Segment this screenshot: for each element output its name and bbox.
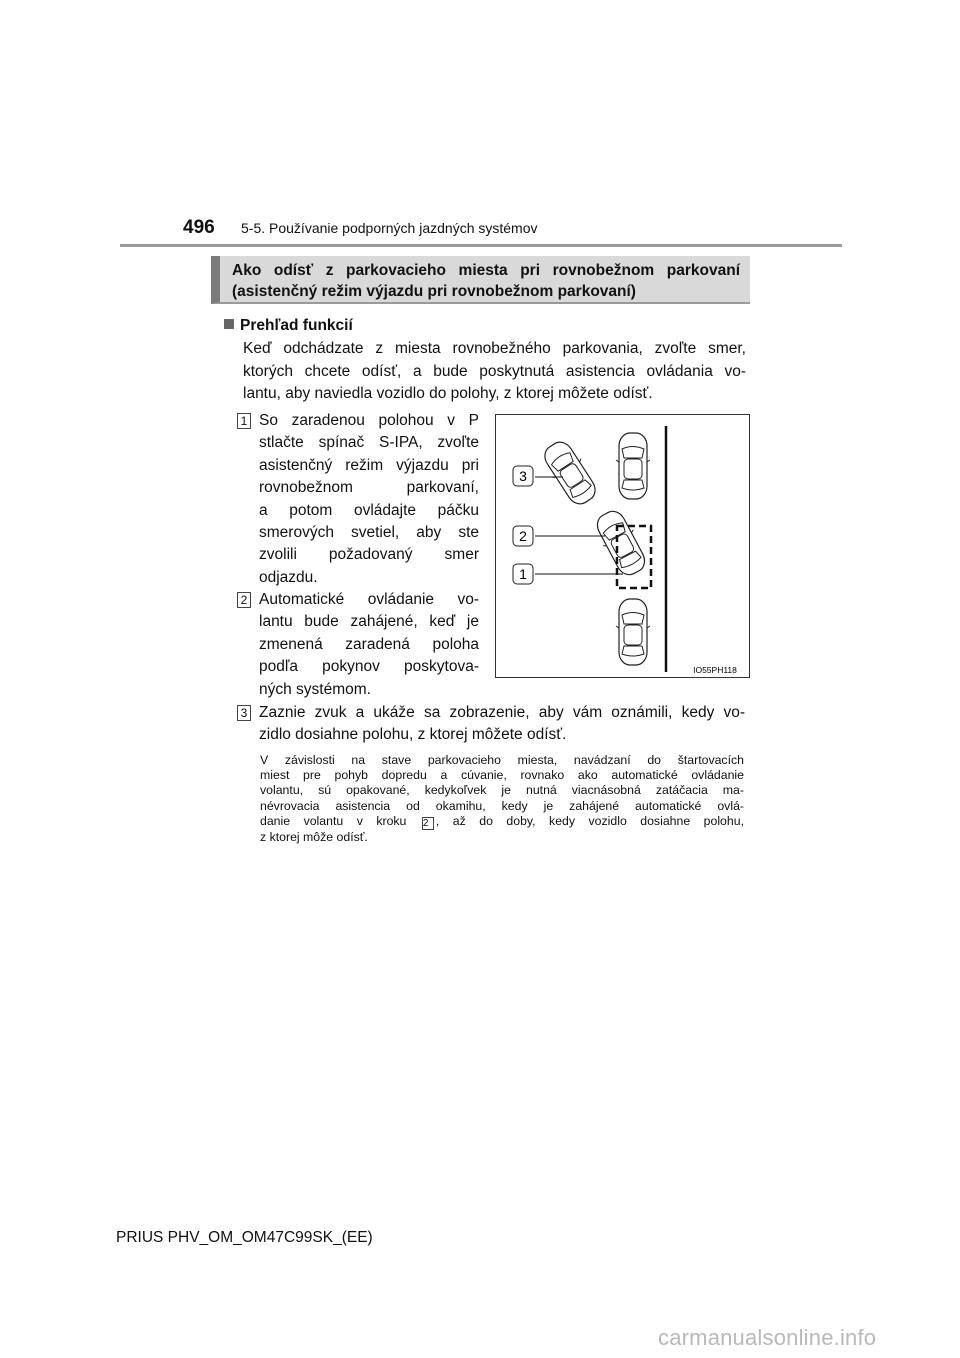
note-paragraph xyxy=(260,753,744,845)
intro-line: lantu, aby naviedla vozidlo do polohy, z ktorej môžete odísť. xyxy=(243,385,653,402)
subheading-text: Prehľad funkcií xyxy=(240,317,353,334)
footer-document-code: PRIUS PHV_OM_OM47C99SK_(EE) xyxy=(116,1229,373,1246)
step-2-text xyxy=(259,589,479,701)
step-line: asistenčný režim výjazdu pri xyxy=(259,456,479,474)
banner-title-line: (asistenčný režim výjazdu pri rovnobežnom parkovaní) xyxy=(232,283,636,300)
intro-line: Keď odchádzate z miesta rovnobežného parkovania, zvoľte smer, xyxy=(243,340,746,357)
note-line: z ktorej môže odísť. xyxy=(260,829,368,844)
section-title: 5-5. Používanie podporných jazdných systémov xyxy=(241,220,538,236)
step-line: zvolili požadovaný smer xyxy=(259,546,479,564)
step-line: stlačte spínač S-IPA, zvoľte xyxy=(259,434,479,452)
header-rule xyxy=(120,244,842,247)
topic-banner xyxy=(211,256,750,304)
note-line xyxy=(260,814,744,830)
note-line: miest pre pohyb dopredu a cúvanie, rovnako ako automatické ovládanie xyxy=(260,768,744,783)
step-2-marker: 2 xyxy=(237,592,251,608)
step-1-text xyxy=(259,410,479,589)
note-line: névrovacia asistencia od okamihu, kedy je zahájené automatické ovlá- xyxy=(260,798,744,813)
step-line: odjazdu. xyxy=(259,568,318,586)
step-line: lantu bude zahájené, keď je xyxy=(259,613,479,631)
figure-code: IO55PH118 xyxy=(693,665,737,675)
banner-title-line: Ako odísť z parkovacieho miesta pri rovnobežnom parkovaní xyxy=(232,262,740,279)
step-3-marker: 3 xyxy=(237,705,251,721)
intro-line: ktorých chcete odísť, a bude poskytnutá asistencia ovládania vo- xyxy=(243,362,746,380)
step-line: Automatické ovládanie vo- xyxy=(259,591,479,608)
intro-paragraph xyxy=(243,338,746,406)
step-line: rovnobežnom parkovaní, xyxy=(259,479,479,497)
parking-exit-illustration xyxy=(495,414,750,678)
watermark: carmanualsonline.info xyxy=(658,1325,877,1350)
step-line: Zaznie zvuk a ukáže sa zobrazenie, aby vám oznámili, kedy vo- xyxy=(259,704,745,721)
step-line: zidlo dosiahne polohu, z ktorej môžete odísť. xyxy=(259,726,567,744)
step-line: a potom ovládajte páčku xyxy=(259,501,479,519)
page-number: 496 xyxy=(183,217,215,238)
note-line-part: danie volantu v kroku xyxy=(260,813,407,828)
step-1-marker: 1 xyxy=(237,413,251,429)
step-line: So zaradenou polohou v P xyxy=(259,412,479,429)
note-line: V závislosti na stave parkovacieho miesta, navádzaní do štartovacích xyxy=(260,753,744,767)
subheading xyxy=(224,317,353,335)
step-line: podľa pokynov poskytova- xyxy=(259,658,479,676)
note-line: volantu, sú opakované, kedykoľvek je nutná viacnásobná zatáčacia ma- xyxy=(260,783,744,798)
note-line-part: , až do doby, kedy vozidlo dosiahne polohu, xyxy=(435,813,744,828)
square-bullet-icon xyxy=(224,319,234,329)
step-3-text xyxy=(259,702,745,747)
figure-callout-2: 2 xyxy=(519,528,527,544)
step-line: zmenená zaradená poloha xyxy=(259,635,479,653)
step-reference-marker: 2 xyxy=(422,817,434,830)
figure-callout-1: 1 xyxy=(519,566,527,582)
figure-callout-3: 3 xyxy=(519,468,527,484)
step-line: ných systémom. xyxy=(259,680,371,698)
step-line: smerových svetiel, aby ste xyxy=(259,524,479,542)
